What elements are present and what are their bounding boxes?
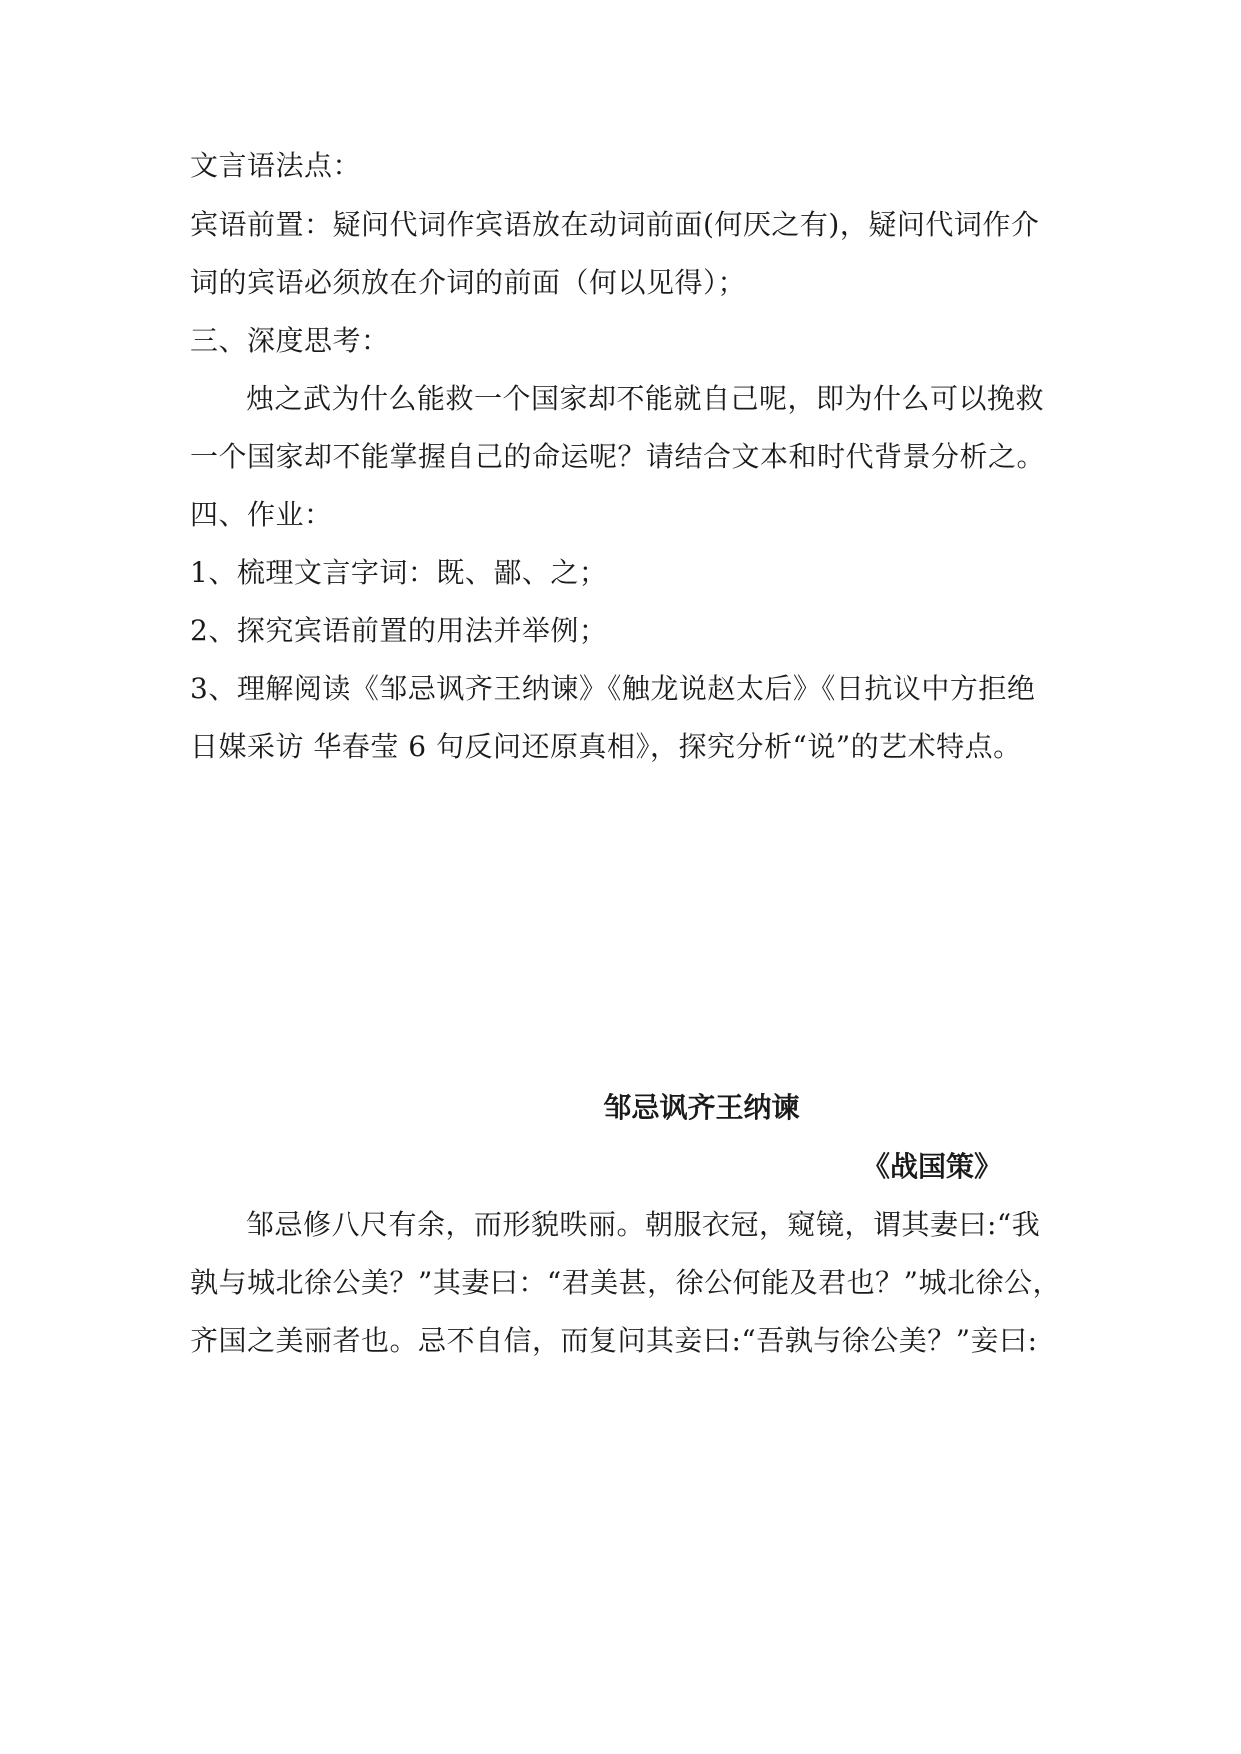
homework-item-1: 1、梳理文言字词：既、鄙、之； — [190, 556, 608, 589]
deep-thinking-line-2: 一个国家却不能掌握自己的命运呢？请结合文本和时代背景分析之。 — [190, 440, 1046, 473]
homework-item-3-cont: 日媒采访 华春莹 6 句反问还原真相》，探究分析“说”的艺术特点。 — [190, 730, 1022, 763]
section-heading-deep-thinking: 三、深度思考： — [190, 324, 390, 357]
article-line-1: 邹忌修八尺有余，而形貌昳丽。朝服衣冠，窥镜，谓其妻曰:“我 — [246, 1208, 1041, 1241]
deep-thinking-line-1: 烛之武为什么能救一个国家却不能就自己呢，即为什么可以挽救 — [246, 382, 1045, 415]
article-line-2: 孰与城北徐公美？”其妻曰：“君美甚，徐公何能及君也？”城北徐公， — [190, 1266, 1061, 1299]
homework-item-2: 2、探究宾语前置的用法并举例； — [190, 614, 608, 647]
article-line-3: 齐国之美丽者也。忌不自信，而复问其妾曰:“吾孰与徐公美？”妾曰: — [190, 1324, 1038, 1357]
homework-item-3: 3、理解阅读《邹忌讽齐王纳谏》《触龙说赵太后》《日抗议中方拒绝 — [190, 672, 1036, 705]
article-title: 邹忌讽齐王纳谏 — [603, 1091, 800, 1124]
article-source: 《战国策》 — [862, 1150, 1003, 1183]
grammar-line-1: 宾语前置：疑问代词作宾语放在动词前面(何厌之有)，疑问代词作介 — [190, 208, 1040, 241]
section-heading-homework: 四、作业： — [190, 498, 333, 531]
grammar-heading: 文言语法点： — [190, 149, 362, 182]
grammar-line-2: 词的宾语必须放在介词的前面（何以见得）； — [190, 266, 747, 299]
